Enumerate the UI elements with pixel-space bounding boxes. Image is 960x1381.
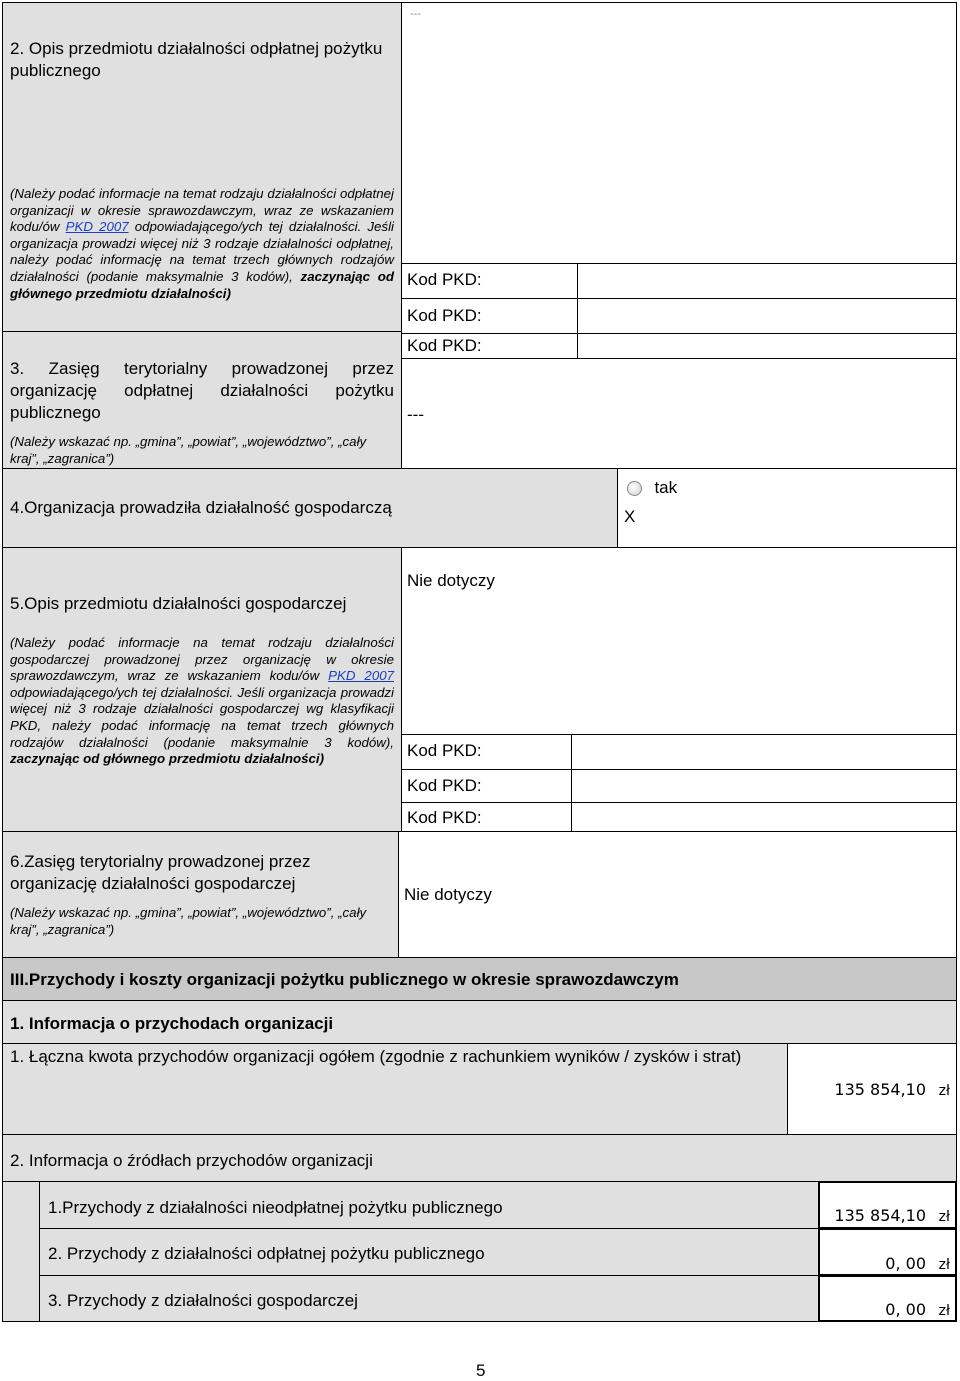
section4-title: 4.Organizacja prowadziła działalność gospodarczą bbox=[10, 498, 392, 517]
source-value-2 bbox=[820, 1254, 950, 1273]
total-label: 1. Łączna kwota przychodów organizacji ogółem (zgodnie z rachunkiem wyników / zysków i strat) bbox=[10, 1047, 742, 1066]
section5-note-bold: zaczynając od głównego przedmiotu działalności) bbox=[10, 751, 325, 767]
total-value bbox=[790, 1080, 950, 1099]
info-title: 1. Informacja o przychodach organizacji bbox=[10, 1014, 334, 1033]
source-label-1: 1.Przychody z działalności nieodpłatnej pożytku publicznego bbox=[48, 1198, 503, 1217]
section5-kod-label-2: Kod PKD: bbox=[407, 776, 482, 795]
section6-note: (Należy wskazać np. „gmina”, „powiat”, „województwo”, „cały kraj”, „zagranica”) bbox=[10, 905, 367, 937]
section3-value-cell[interactable] bbox=[401, 358, 957, 469]
page-number: 5 bbox=[476, 1361, 486, 1380]
section4-radio-label: tak bbox=[654, 478, 678, 497]
section2-value-cell[interactable] bbox=[401, 2, 957, 264]
source-value-3 bbox=[820, 1300, 950, 1319]
section5-kod-value-cell-1[interactable] bbox=[571, 734, 957, 770]
section5-kod-label-3: Kod PKD: bbox=[407, 808, 482, 827]
section5-title: 5.Opis przedmiotu działalności gospodarczej bbox=[10, 594, 347, 613]
section6-value: Nie dotyczy bbox=[404, 885, 492, 904]
source-value-1 bbox=[820, 1206, 950, 1225]
section2-kod-label-1: Kod PKD: bbox=[407, 270, 482, 289]
section5-kod-value-cell-3[interactable] bbox=[571, 802, 957, 832]
section2-kod-value-cell-2[interactable] bbox=[577, 298, 957, 334]
source-amount-1: 135 854,10 bbox=[834, 1206, 926, 1225]
section2-note bbox=[10, 186, 394, 302]
section4-radio[interactable] bbox=[627, 478, 677, 498]
section3-title: 3. Zasięg terytorialny prowadzonej przez organizację odpłatnej działalności pożytku publicznego bbox=[10, 359, 394, 422]
source-label-2: 2. Przychody z działalności odpłatnej pożytku publicznego bbox=[48, 1244, 485, 1263]
section3-note: (Należy wskazać np. „gmina”, „powiat”, „województwo”, „cały kraj”, „zagranica”) bbox=[10, 434, 367, 466]
sources-title: 2. Informacja o źródłach przychodów organizacji bbox=[10, 1151, 373, 1170]
section5-kod-label-1: Kod PKD: bbox=[407, 741, 482, 760]
source-currency-2: zł bbox=[938, 1257, 950, 1273]
section5-kod-value-cell-2[interactable] bbox=[571, 769, 957, 803]
part3-title: III.Przychody i koszty organizacji pożytku publicznego w okresie sprawozdawczym bbox=[10, 970, 679, 989]
section6-title: 6.Zasięg terytorialny prowadzonej przez organizację działalności gospodarczej bbox=[10, 852, 311, 893]
section5-value: Nie dotyczy bbox=[407, 571, 495, 590]
section5-note-a: (Należy podać informacje na temat rodzaju działalności gospodarczej prowadzonej przez organizację w okresie sprawozdawczym, wraz ze wskazaniem kodu/ów bbox=[10, 635, 394, 684]
section2-kod-value-cell-3[interactable] bbox=[577, 333, 957, 359]
section2-note-a: (Należy podać informacje na temat rodzaju działalności odpłatnej organizacji w okresie sprawozdawczym, wraz ze wskazaniem kodu/ów bbox=[10, 186, 394, 235]
section5-pkd-link[interactable]: PKD 2007 bbox=[328, 668, 395, 684]
radio-button-icon[interactable] bbox=[627, 481, 642, 496]
section2-note-bold: zaczynając od głównego przedmiotu działalności) bbox=[10, 268, 394, 301]
section2-note-b: odpowiadającego/ych tej działalności. Jeśli organizacja prowadzi więcej niż 3 rodzaje działalności odpłatnej, należy podać informację na temat trzech głównych rodzajów działalności (podanie maksymalnie 3 kodów), bbox=[10, 219, 394, 284]
section2-kod-label-3: Kod PKD: bbox=[407, 336, 482, 355]
section2-kod-label-2: Kod PKD: bbox=[407, 306, 482, 325]
source-label-3: 3. Przychody z działalności gospodarczej bbox=[48, 1291, 358, 1310]
total-amount: 135 854,10 bbox=[834, 1080, 926, 1099]
total-currency: zł bbox=[938, 1083, 950, 1099]
source-currency-1: zł bbox=[938, 1209, 950, 1225]
section4-mark: X bbox=[624, 507, 636, 526]
section2-kod-value-cell-1[interactable] bbox=[577, 263, 957, 299]
source-amount-2: 0, 00 bbox=[885, 1254, 926, 1273]
section5-note bbox=[10, 635, 394, 768]
section2-top-dash: --- bbox=[410, 8, 421, 20]
section2-pkd-link[interactable]: PKD 2007 bbox=[65, 219, 129, 235]
sources-indent-cell bbox=[2, 1181, 40, 1322]
section2-title: 2. Opis przedmiotu działalności odpłatnej pożytku publicznego bbox=[10, 39, 383, 80]
section3-value: --- bbox=[407, 405, 424, 424]
source-currency-3: zł bbox=[938, 1303, 950, 1319]
source-amount-3: 0, 00 bbox=[885, 1300, 926, 1319]
section5-note-b: odpowiadającego/ych tej działalności. Jeśli organizacja prowadzi więcej niż 3 rodzaje działalności gospodarczej wg klasyfikacji PKD, należy podać informację na temat trzech głównych rodzajów działalności (podanie maksymalnie 3 kodów), bbox=[10, 684, 394, 750]
